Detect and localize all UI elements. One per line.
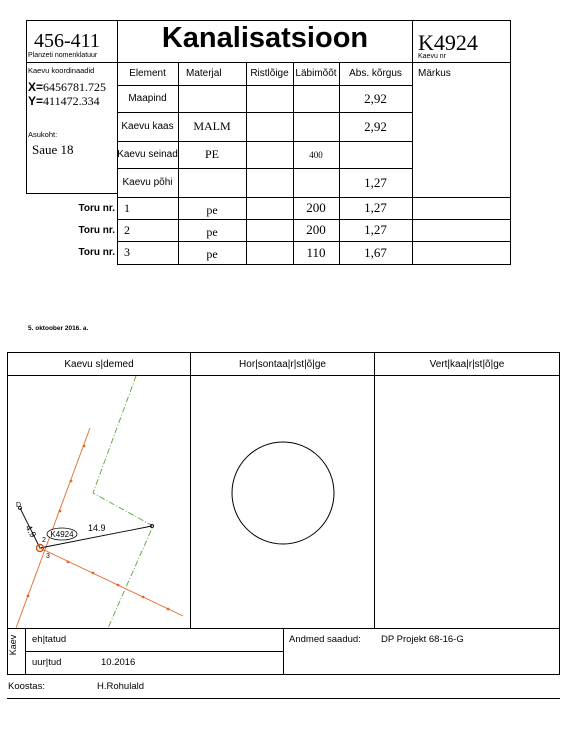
well-label: K4924 bbox=[50, 530, 74, 539]
author-label: Koostas: bbox=[8, 681, 45, 692]
location-caption: Asukoht: bbox=[28, 130, 58, 139]
x-label: X= bbox=[28, 80, 44, 94]
y-value: 411472.334 bbox=[43, 94, 100, 108]
row-height: 1,27 bbox=[364, 174, 387, 190]
row-diameter: 400 bbox=[309, 149, 323, 160]
panel-title-sketch: Kaevu s|demed bbox=[64, 358, 134, 370]
dimension-14-9: 14.9 bbox=[88, 523, 106, 533]
well-sketch bbox=[8, 376, 190, 628]
pipe-height: 1,67 bbox=[364, 244, 387, 260]
row-height: 2,92 bbox=[364, 118, 387, 134]
row-height: 2,92 bbox=[364, 90, 387, 106]
side-label: Kaev bbox=[8, 634, 18, 656]
well-cross-section bbox=[232, 442, 334, 544]
row-element: Kaevu seinad bbox=[117, 149, 178, 160]
d-label: D bbox=[16, 502, 22, 509]
pipe-height: 1,27 bbox=[364, 200, 387, 215]
row-element: Maapind bbox=[128, 93, 167, 104]
row-element: Kaevu kaas bbox=[121, 121, 174, 132]
coords-caption: Kaevu koordinaadid bbox=[28, 66, 95, 75]
pipe-label: Toru nr. bbox=[78, 202, 115, 214]
col-notes: Märkus bbox=[418, 67, 451, 79]
pipe-label: Toru nr. bbox=[78, 247, 115, 258]
pipe-material: pe bbox=[206, 202, 218, 217]
col-section: Ristlõige bbox=[250, 67, 289, 79]
x-value: 6456781.725 bbox=[43, 80, 107, 94]
document-date: 5. oktoober 2016. a. bbox=[28, 325, 89, 332]
page-title: Kanalisatsioon bbox=[161, 22, 369, 54]
pipe-height: 1,27 bbox=[364, 222, 387, 237]
col-height: Abs. kõrgus bbox=[349, 67, 402, 79]
boundary-line bbox=[93, 376, 153, 628]
pipe-material: pe bbox=[206, 224, 218, 239]
pipe-diameter: 110 bbox=[306, 244, 326, 260]
row-material: PE bbox=[204, 147, 219, 161]
pipe-material: pe bbox=[206, 247, 218, 261]
author-value: H.Rohulald bbox=[97, 681, 144, 692]
source-label: Andmed saadud: bbox=[289, 634, 361, 645]
location-value: Saue 18 bbox=[32, 142, 74, 157]
col-element: Element bbox=[129, 67, 166, 79]
pipe-label: Toru nr. bbox=[78, 224, 115, 236]
panel-title-horizontal: Hor|sontaa|r|st|õ|ge bbox=[239, 358, 326, 370]
pipe-diameter: 200 bbox=[306, 200, 326, 215]
checked-label: uur|tud bbox=[32, 657, 62, 668]
sheet-code: 456-411 bbox=[34, 30, 100, 52]
pipe-nr: 1 bbox=[124, 200, 130, 215]
sheet-code-caption: Planzeti nomenklatuur bbox=[28, 52, 98, 59]
panel-title-vertical: Vert|kaa|r|st|õ|ge bbox=[429, 358, 505, 370]
source-value: DP Projekt 68-16-G bbox=[381, 634, 464, 645]
row-element: Kaevu põhi bbox=[122, 177, 173, 188]
well-id-caption: Kaevu nr bbox=[418, 53, 447, 60]
col-diameter: Läbimõõt bbox=[295, 67, 337, 79]
horizontal-section bbox=[191, 376, 374, 628]
pipe-number-2: 2 bbox=[42, 537, 46, 544]
well-id: K4924 bbox=[418, 30, 478, 55]
pipe-nr: 2 bbox=[124, 222, 130, 237]
pipe-diameter: 200 bbox=[306, 222, 326, 237]
col-material: Materjal bbox=[186, 67, 222, 79]
x-coordinate bbox=[28, 80, 106, 95]
dimension-4-9: 4.9 bbox=[23, 523, 39, 540]
pipe-number-3: 3 bbox=[46, 553, 50, 560]
y-coordinate bbox=[28, 94, 100, 109]
checked-date: 10.2016 bbox=[101, 657, 136, 668]
y-label: Y= bbox=[28, 94, 44, 108]
pipe-line bbox=[40, 548, 183, 616]
made-label: eh|tatud bbox=[32, 634, 67, 645]
pipe-nr: 3 bbox=[124, 245, 130, 259]
row-material: MALM bbox=[193, 119, 231, 133]
